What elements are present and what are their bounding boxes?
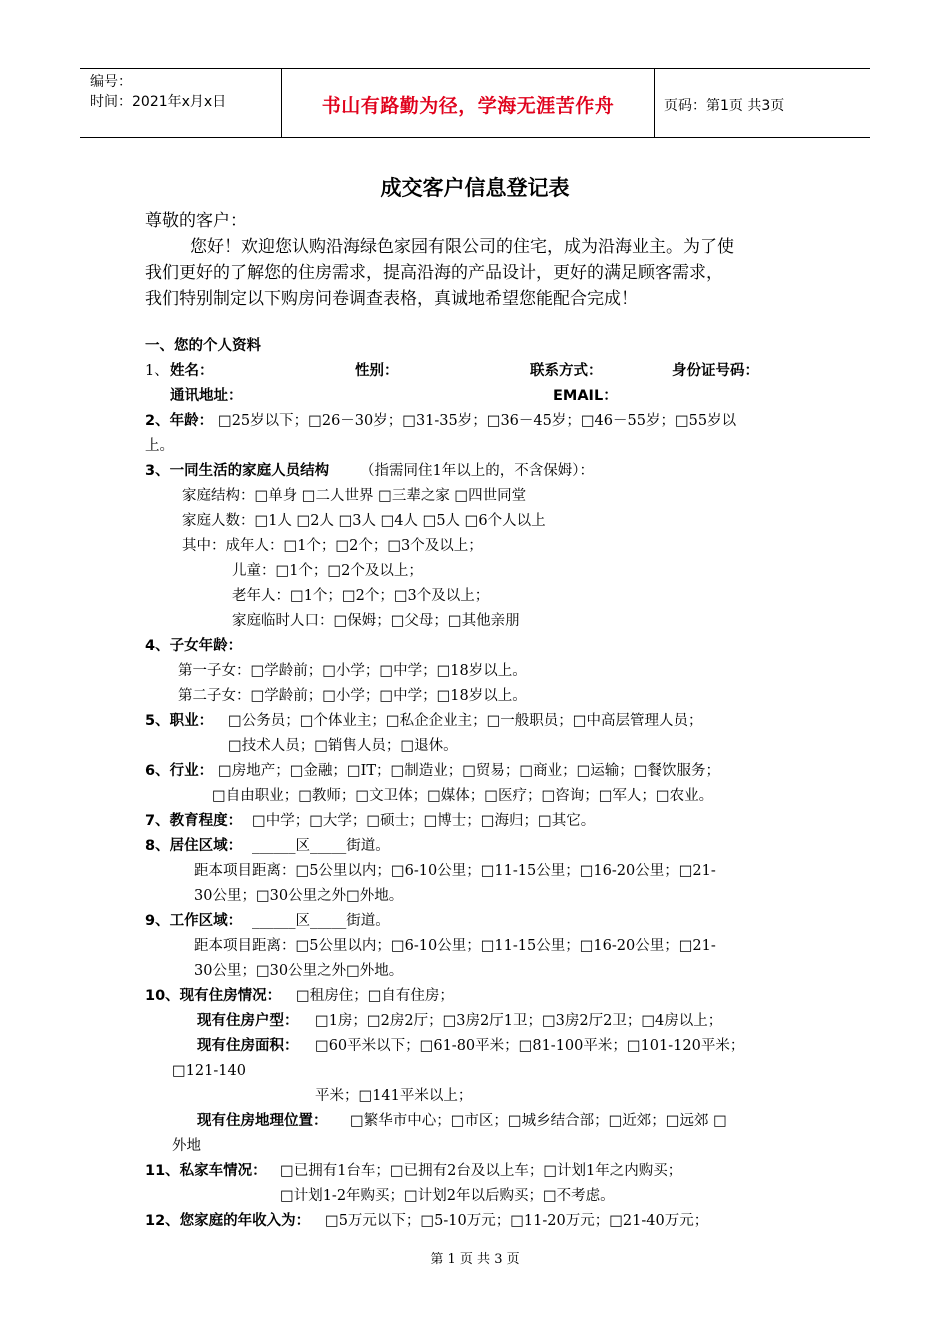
header-motto-cell — [281, 69, 655, 137]
q2-label: 2、年龄： — [145, 413, 214, 429]
intro-line-1: 您好！欢迎您认购沿海绿色家园有限公司的住宅，成为沿海业主。为了使 — [190, 237, 734, 257]
section-personal-info: 一、您的个人资料 — [145, 338, 261, 354]
intro-line-2: 我们更好的了解您的住房需求，提高沿海的产品设计，更好的满足顾客需求， — [145, 263, 723, 283]
q10-location-cont: 外地 — [172, 1138, 201, 1154]
q4-label: 4、子女年龄： — [145, 638, 243, 654]
q1-contact-label: 联系方式： — [530, 363, 603, 379]
q10-label: 10、现有住房情况： — [145, 988, 282, 1004]
q5-options-1: □公务员；□个体业主；□私企企业主；□一般职员；□中高层管理人员； — [228, 713, 703, 729]
q10-type-options: □1房；□2房2厅；□3房2厅1卫；□3房2厅2卫；□4房以上； — [315, 1013, 723, 1029]
header-motto: 书山有路勤为径，学海无涯苦作舟 — [321, 95, 615, 117]
q1-id-label: 身份证号码： — [672, 363, 759, 379]
q4-first-child: 第一子女：□学龄前；□小学；□中学；□18岁以上。 — [178, 663, 527, 679]
q9-label: 9、工作区域： — [145, 913, 243, 929]
header-time: 时间：2021年x月x日 — [90, 94, 227, 110]
q6-options-1: □房地产；□金融；□IT；□制造业；□贸易；□商业；□运输；□餐饮服务； — [218, 763, 720, 779]
q5-label: 5、职业： — [145, 713, 214, 729]
q10-area-options: □60平米以下；□61-80平米；□81-100平米；□101-120平米； — [315, 1038, 745, 1054]
q12-label: 12、您家庭的年收入为： — [145, 1213, 311, 1229]
header-page-cell — [654, 69, 870, 137]
q8-blank: ______区_____街道。 — [252, 838, 390, 854]
q1-email-label: EMAIL： — [553, 388, 618, 404]
q3-count: 家庭人数：□1人 □2人 □3人 □4人 □5人 □6个人以上 — [182, 513, 546, 529]
q10-area-cont-1: □121-140 — [172, 1063, 246, 1079]
q1-name-label: 姓名： — [170, 363, 214, 379]
page-header — [80, 68, 870, 138]
q8-distance-2: 30公里；□30公里之外□外地。 — [194, 888, 404, 904]
q1-gender-label: 性别： — [355, 363, 399, 379]
q3-children: 儿童：□1个；□2个及以上； — [232, 563, 423, 579]
header-page-number: 页码：第1页 共3页 — [664, 98, 785, 114]
q2-options-cont: 上。 — [145, 438, 174, 454]
q10-status: □租房住；□自有住房； — [296, 988, 454, 1004]
q9-distance-2: 30公里；□30公里之外□外地。 — [194, 963, 404, 979]
q10-type-label: 现有住房户型： — [197, 1013, 299, 1029]
q3-adults: 其中：成年人：□1个；□2个；□3个及以上； — [182, 538, 483, 554]
q9-distance-1: 距本项目距离：□5公里以内；□6-10公里；□11-15公里；□16-20公里；□21- — [194, 938, 716, 954]
q3-note: （指需同住1年以上的，不含保姆）： — [360, 463, 594, 479]
header-number: 编号： — [90, 74, 132, 90]
q8-distance-1: 距本项目距离：□5公里以内；□6-10公里；□11-15公里；□16-20公里；□21- — [194, 863, 716, 879]
q1-number: 1、 — [145, 363, 169, 379]
q3-elderly: 老年人：□1个；□2个；□3个及以上； — [232, 588, 490, 604]
q8-label: 8、居住区域： — [145, 838, 243, 854]
q6-label: 6、行业： — [145, 763, 214, 779]
q3-structure: 家庭结构：□单身 □二人世界 □三辈之家 □四世同堂 — [182, 488, 527, 504]
q4-second-child: 第二子女：□学龄前；□小学；□中学；□18岁以上。 — [178, 688, 527, 704]
q7-options: □中学；□大学；□硕士；□博士；□海归；□其它。 — [252, 813, 596, 829]
page-title: 成交客户信息登记表 — [380, 176, 570, 200]
q9-blank: ______区_____街道。 — [252, 913, 390, 929]
q1-address-label: 通讯地址： — [170, 388, 243, 404]
q2-options: □25岁以下；□26－30岁；□31-35岁；□36－45岁；□46－55岁；□55岁以 — [218, 413, 737, 429]
q6-options-2: □自由职业；□教师；□文卫体；□媒体；□医疗；□咨询；□军人；□农业。 — [212, 788, 714, 804]
q12-options: □5万元以下；□5-10万元；□11-20万元；□21-40万元； — [325, 1213, 709, 1229]
q11-options-1: □已拥有1台车；□已拥有2台及以上车；□计划1年之内购买； — [280, 1163, 683, 1179]
q10-location-label: 现有住房地理位置： — [197, 1113, 328, 1129]
page-footer: 第 1 页 共 3 页 — [430, 1252, 520, 1267]
q11-label: 11、私家车情况： — [145, 1163, 267, 1179]
q3-temporary: 家庭临时人口：□保姆；□父母；□其他亲朋 — [232, 613, 520, 629]
intro-line-3: 我们特别制定以下购房问卷调查表格，真诚地希望您能配合完成！ — [145, 289, 638, 309]
q11-options-2: □计划1-2年购买；□计划2年以后购买；□不考虑。 — [280, 1188, 615, 1204]
q10-location-options: □繁华市中心；□市区；□城乡结合部；□近郊；□远郊 □ — [350, 1113, 727, 1129]
greeting: 尊敬的客户： — [145, 211, 247, 231]
q3-label: 3、一同生活的家庭人员结构 — [145, 463, 330, 479]
q10-area-label: 现有住房面积： — [197, 1038, 299, 1054]
q10-area-cont-2: 平米；□141平米以上； — [315, 1088, 473, 1104]
q5-options-2: □技术人员；□销售人员；□退休。 — [228, 738, 458, 754]
q7-label: 7、教育程度： — [145, 813, 243, 829]
header-meta-cell — [80, 69, 281, 137]
